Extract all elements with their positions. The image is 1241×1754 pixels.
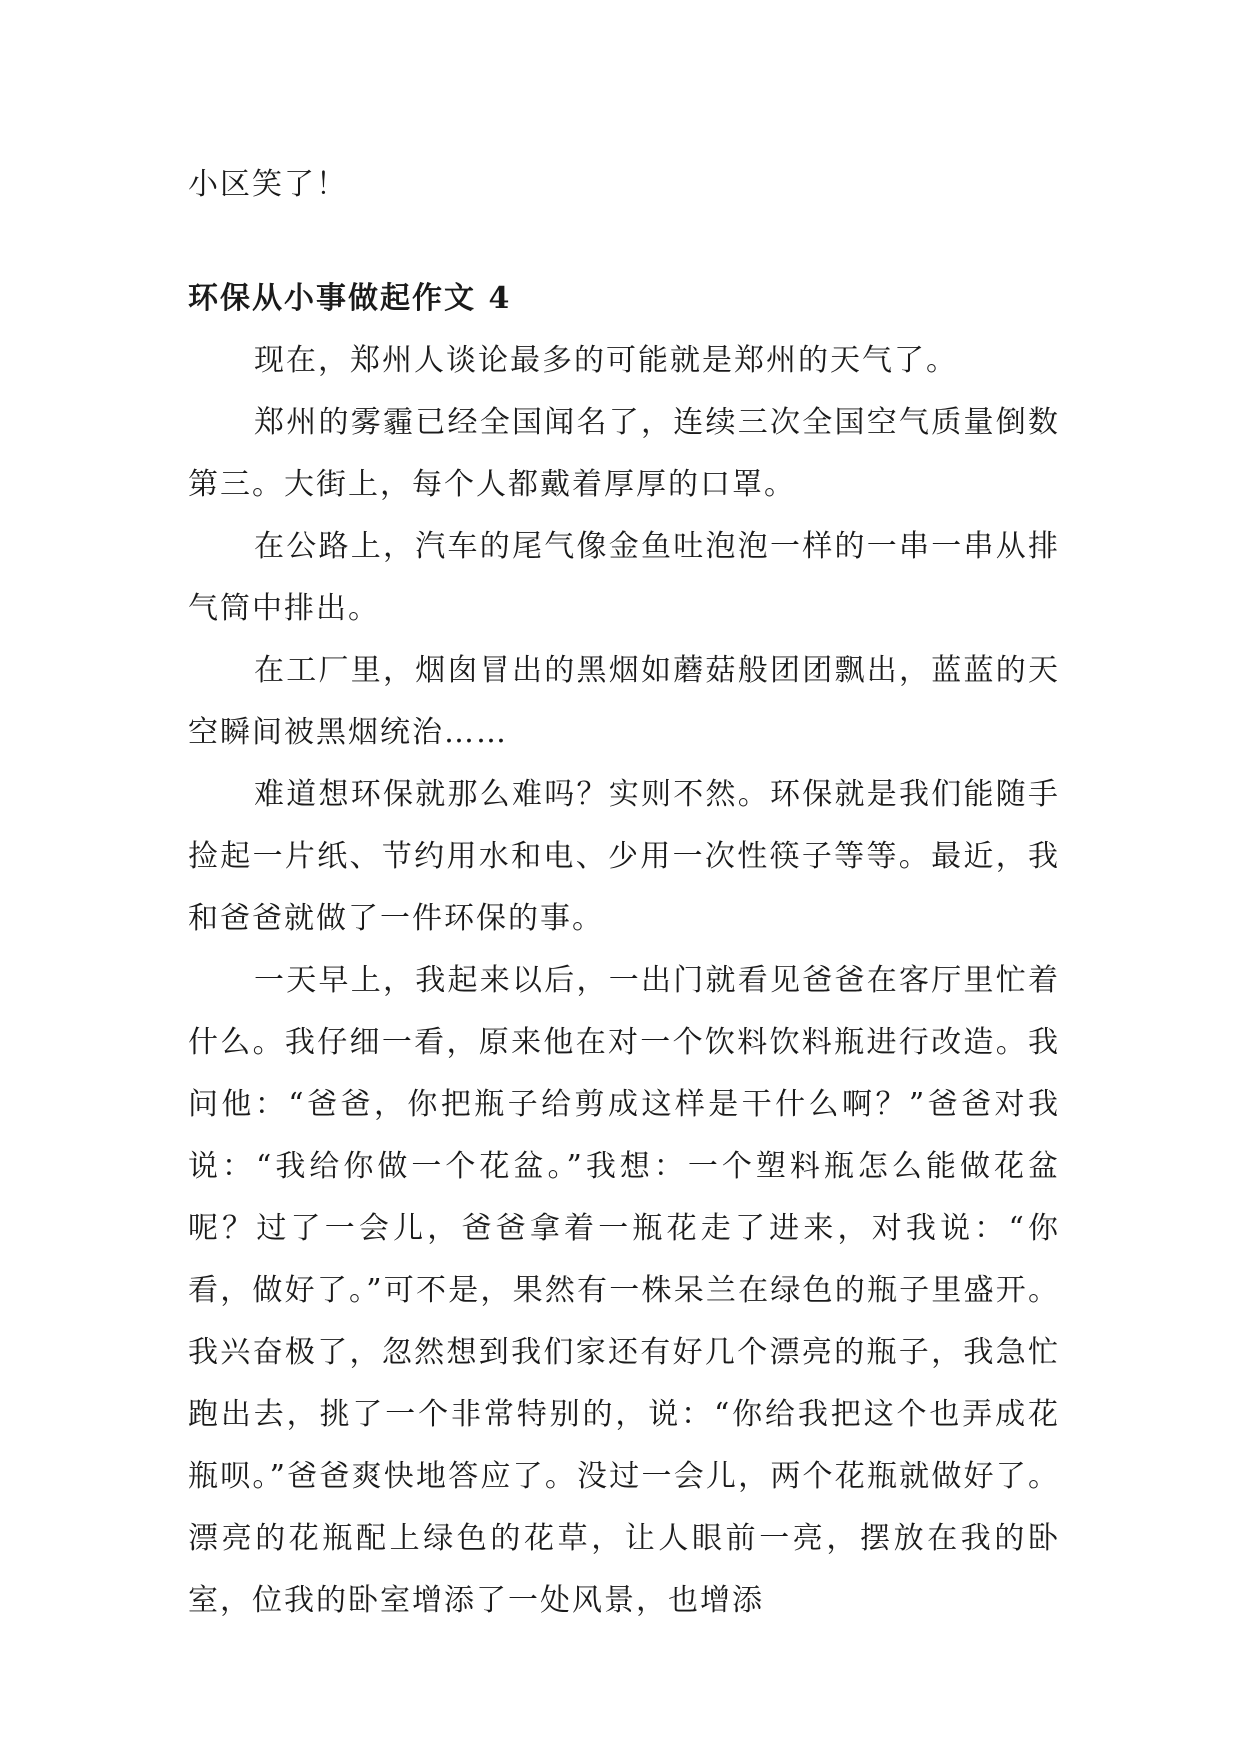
continued-line: 小区笑了！	[188, 167, 348, 202]
paragraph: 一天早上，我起来以后，一出门就看见爸爸在客厅里忙着什么。我仔细一看，原来他在对一个饮料饮料瓶进行改造。我问他：“爸爸，你把瓶子给剪成这样是干什么啊？”爸爸对我说：“我给你做一个花盆。”我想：一个塑料瓶怎么能做花盆呢？过了一会儿，爸爸拿着一瓶花走了进来，对我说：“你看，做好了。”可不是，果然有一株呆兰在绿色的瓶子里盛开。我兴奋极了，忽然想到我们家还有好几个漂亮的瓶子，我急忙跑出去，挑了一个非常特别的，说：“你给我把这个也弄成花瓶呗。”爸爸爽快地答应了。没过一会儿，两个花瓶就做好了。漂亮的花瓶配上绿色的花草，让人眼前一亮，摆放在我的卧室，位我的卧室增添了一处风景，也增添	[188, 963, 1060, 1618]
paragraph: 在工厂里，烟囱冒出的黑烟如蘑菇般团团飘出，蓝蓝的天空瞬间被黑烟统治……	[188, 653, 1060, 750]
paragraph: 郑州的雾霾已经全国闻名了，连续三次全国空气质量倒数第三。大街上，每个人都戴着厚厚的口罩。	[188, 405, 1060, 502]
paragraph: 在公路上，汽车的尾气像金鱼吐泡泡一样的一串一串从排气筒中排出。	[188, 529, 1060, 626]
section-gap	[188, 216, 1060, 268]
paragraph: 现在，郑州人谈论最多的可能就是郑州的天气了。	[254, 343, 958, 378]
document-body	[188, 154, 1060, 1632]
essay-heading: 环保从小事做起作文 4	[188, 281, 512, 316]
paragraph: 难道想环保就那么难吗？实则不然。环保就是我们能随手捡起一片纸、节约用水和电、少用一次性筷子等等。最近，我和爸爸就做了一件环保的事。	[188, 777, 1060, 936]
